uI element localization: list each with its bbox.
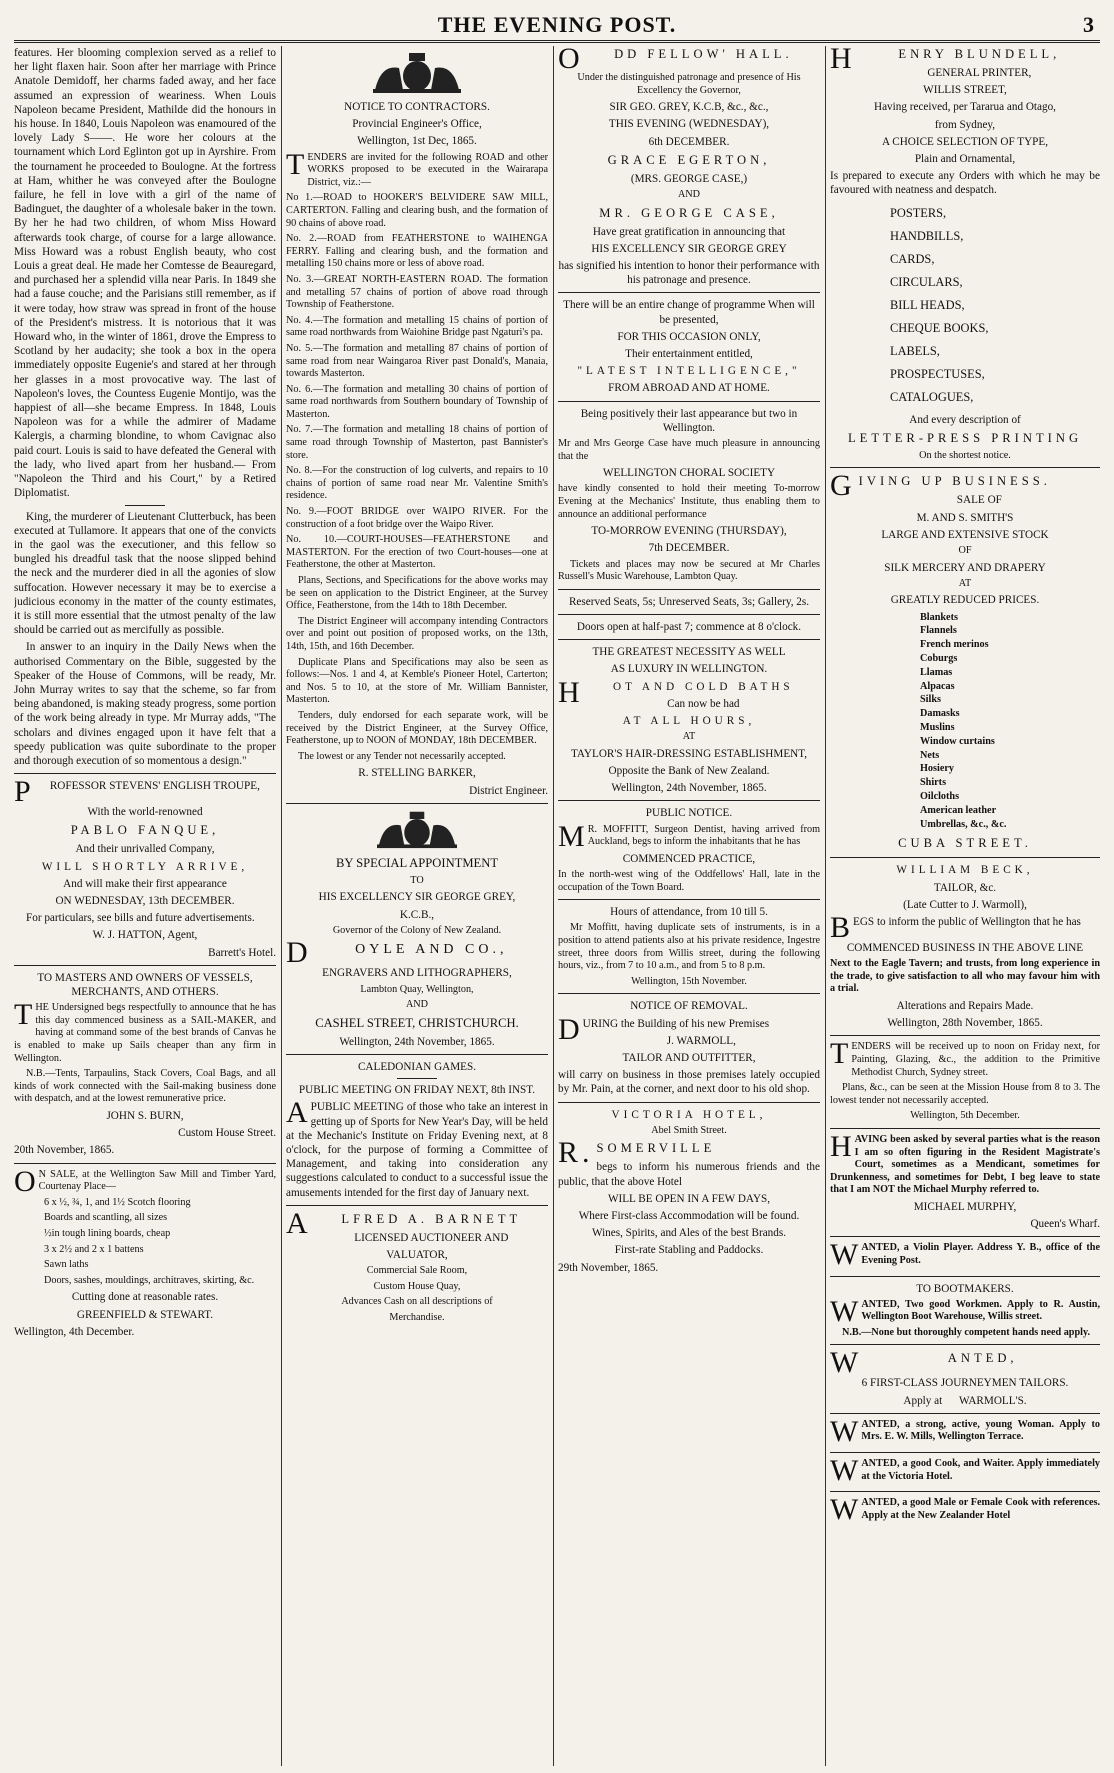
- drop-cap: A: [286, 1206, 312, 1240]
- divider: [125, 505, 165, 506]
- divider: [830, 1491, 1100, 1492]
- ad-doyle-engravers: [286, 855, 548, 1049]
- ad-line: AT ALL HOURS,: [622, 715, 756, 728]
- ad-line: Merchandise.: [389, 1311, 445, 1323]
- ad-date: Wellington, 1st Dec, 1865.: [357, 135, 477, 148]
- ad-line: K.C.B.,: [399, 908, 435, 921]
- list-item: 3 x 2½ and 2 x 1 battens: [44, 1243, 144, 1255]
- ad-body: Mr Moffitt, having duplicate sets of instruments, is in a position to attend patients also at his private residence, Ingestre street, three doors from Willis street, during the following hours, viz., from 7 to 10 a.m., and from 5 to 8 p.m.: [558, 922, 820, 972]
- ad-body: The lowest or any Tender not necessarily accepted.: [298, 750, 506, 762]
- list-item: Umbrellas, &c., &c.: [920, 818, 1007, 830]
- ad-line: GREATLY REDUCED PRICES.: [890, 594, 1040, 607]
- royal-crest-icon: [371, 809, 463, 849]
- ad-line: (MRS. GEORGE CASE,): [630, 172, 748, 185]
- drop-cap: T: [14, 998, 33, 1032]
- ad-line: And their unrivalled Company,: [75, 843, 215, 856]
- ad-line: OF: [958, 545, 972, 557]
- ad-dentist-moffitt: [558, 806, 820, 988]
- ad-line: LARGE AND EXTENSIVE STOCK: [881, 528, 1049, 541]
- list-item: French merinos: [920, 639, 989, 651]
- ad-signature: District Engineer.: [469, 784, 548, 797]
- list-item: HANDBILLS,: [890, 228, 964, 243]
- ad-body: ANTED, a Violin Player. Address Y. B., office of the Evening Post.: [861, 1242, 1100, 1266]
- drop-cap: R.: [558, 1136, 594, 1170]
- list-item: Boards and scantling, all sizes: [44, 1212, 168, 1224]
- article-bible-commentary: In answer to an inquiry in the Daily News when the authorised Commentary on the Bible, suggested by the Speaker of the House of Commons, will be ready, Mr. John Murray writes to say that the scheme, so far from being abandoned, is making steady progress, some portion of the work being already in type. Mr Murray adds, "The scholars and divines engaged upon it have felt that a speedy publication was quite subordinate to the proper and thorough execution of so momentous a design.": [14, 641, 276, 767]
- ad-line: FOR THIS OCCASION ONLY,: [617, 330, 761, 343]
- ad-line: SIR GEO. GREY, K.C.B, &c., &c.,: [609, 101, 769, 114]
- ad-line: VALUATOR,: [386, 1248, 448, 1261]
- ad-heading: BY SPECIAL APPOINTMENT: [335, 855, 499, 870]
- drop-cap: W: [830, 1414, 859, 1448]
- ad-line: Reserved Seats, 5s; Unreserved Seats, 3s; Gallery, 2s.: [568, 595, 810, 608]
- ad-date: Wellington, 24th November, 1865.: [611, 782, 767, 795]
- ad-signature: W. J. HATTON, Agent,: [92, 929, 198, 942]
- drop-cap: H: [830, 46, 856, 75]
- drop-cap: O: [14, 1164, 36, 1198]
- column-4: [830, 46, 1100, 1766]
- ad-line: HIS EXCELLENCY SIR GEORGE GREY,: [318, 891, 516, 904]
- ad-heading: TO BOOTMAKERS.: [916, 1282, 1014, 1295]
- ad-body: HE Undersigned begs respectfully to announce that he has this day commenced business as a SAIL-MAKER, and having at command some of the best brands of Canvas he is enabled to make up Sails cheaper than any firm in Wellington.: [14, 1002, 276, 1064]
- ad-line: SILK MERCERY AND DRAPERY: [884, 561, 1046, 574]
- ad-body: EGS to inform the public of Wellington that he has: [853, 915, 1081, 928]
- ad-line: SALE OF: [956, 494, 1002, 507]
- list-item: Oilcloths: [920, 790, 960, 802]
- divider: [14, 773, 276, 774]
- ad-line: COMMENCED PRACTICE,: [622, 852, 756, 865]
- divider: [830, 1452, 1100, 1453]
- ad-body: Plans, Sections, and Specifications for the above works may be seen on application to the District Engineer, at the Survey Office, Featherstone, from the 14th to 18th December.: [286, 575, 548, 612]
- ad-body: Plans, &c., can be seen at the Mission House from 8 to 3. The lowest tender not necessarily accepted.: [830, 1082, 1100, 1106]
- divider: [830, 1236, 1100, 1237]
- list-item: Doors, sashes, mouldings, architraves, skirting, &c.: [44, 1274, 255, 1286]
- ad-caledonian-games: [286, 1060, 548, 1200]
- list-item: Muslins: [920, 722, 955, 733]
- ad-line: A CHOICE SELECTION OF TYPE,: [881, 135, 1049, 148]
- ad-line: GRACE EGERTON,: [607, 152, 771, 167]
- ad-note: N.B.—None but thoroughly competent hands need apply.: [842, 1326, 1091, 1338]
- ad-line: There will be an entire change of programme When will be presented,: [563, 299, 815, 326]
- column-divider: [825, 46, 826, 1766]
- ad-notice-to-contractors: [286, 100, 548, 798]
- list-item: Blankets: [920, 611, 958, 623]
- ad-line: Lambton Quay, Wellington,: [360, 983, 474, 995]
- ad-william-beck: [830, 863, 1100, 1030]
- list-item: Silks: [920, 694, 941, 706]
- divider: [558, 614, 820, 615]
- drop-cap: H: [558, 675, 584, 709]
- ad-blundell-printer: [830, 46, 1100, 462]
- divider: [558, 639, 820, 640]
- ad-line: 6th DECEMBER.: [648, 135, 730, 148]
- list-item: Damasks: [920, 708, 960, 720]
- ad-line: Custom House Quay,: [373, 1280, 461, 1292]
- ad-body: URING the Building of his new Premises: [582, 1017, 770, 1030]
- ad-date: 29th November, 1865.: [558, 1261, 659, 1274]
- drop-cap: T: [286, 147, 305, 181]
- ad-name: SOMERVILLE: [596, 1141, 716, 1156]
- ad-heading: CALEDONIAN GAMES.: [357, 1060, 477, 1073]
- ad-body: For particulars, see bills and future advertisements.: [26, 912, 255, 925]
- ad-line: AT: [958, 577, 972, 589]
- ad-line: Hours of attendance, from 10 till 5.: [610, 906, 768, 919]
- list-item: POSTERS,: [890, 205, 947, 220]
- divider: [286, 1054, 548, 1055]
- list-item: 6 x ½, ¾, 1, and 1½ Scotch flooring: [44, 1196, 191, 1208]
- ad-line: WILL BE OPEN IN A FEW DAYS,: [607, 1192, 771, 1205]
- divider: [397, 1078, 437, 1079]
- ad-body: ANTED, Two good Workmen. Apply to R. Austin, Wellington Boot Warehouse, Willis street.: [861, 1298, 1100, 1323]
- tender-item: No. 5.—The formation and metalling 87 chains of portion of same road from near Waingaroa River past Donald's, Manaia, towards Masterton.: [286, 342, 548, 380]
- divider: [14, 1163, 276, 1164]
- ad-line: MR. GEORGE CASE,: [599, 205, 779, 220]
- drop-cap: W: [830, 1294, 859, 1328]
- divider: [830, 467, 1100, 468]
- ad-headline: ROFESSOR STEVENS' ENGLISH TROUPE,: [49, 780, 260, 793]
- ad-line: Their entertainment entitled,: [625, 348, 753, 361]
- ad-line: WILL SHORTLY ARRIVE,: [41, 860, 249, 873]
- ad-line: TAYLOR'S HAIR-DRESSING ESTABLISHMENT,: [570, 747, 808, 760]
- list-item: CARDS,: [890, 251, 935, 266]
- drop-cap: W: [830, 1346, 863, 1380]
- ad-line: TO-MORROW EVENING (THURSDAY),: [591, 525, 787, 538]
- drop-cap: O: [558, 46, 584, 75]
- divider: [558, 589, 820, 590]
- ad-heading: PUBLIC NOTICE.: [645, 807, 733, 820]
- tender-item: No. 2.—ROAD from FEATHERSTONE to WAIHENGA FERRY. Falling and clearing bush, and the formation and metalling 150 chains more or less of above road.: [286, 233, 548, 270]
- list-item: Window curtains: [920, 735, 995, 747]
- ad-michael-murphy: [830, 1129, 1100, 1231]
- ad-body: ENDERS will be received up to noon on Friday next, for Painting, Glazing, &c., the addition to the Primitive Methodist Church, Sydney street.: [851, 1041, 1100, 1078]
- ad-line: Commercial Sale Room,: [366, 1265, 468, 1277]
- tender-item: No. 6.—The formation and metalling 30 chains of portion of same road northwards from Southern boundary of Township of Masterton.: [286, 383, 548, 420]
- ad-line: CUBA STREET.: [898, 836, 1032, 851]
- ad-date: Wellington, 15th November.: [631, 975, 747, 987]
- ad-line: (Late Cutter to J. Warmoll),: [903, 898, 1027, 911]
- divider: [558, 401, 820, 402]
- list-item: Coburgs: [920, 653, 958, 665]
- ad-line: ON WEDNESDAY, 13th DECEMBER.: [55, 894, 235, 907]
- ad-victoria-hotel: [558, 1108, 820, 1275]
- list-item: CIRCULARS,: [890, 274, 963, 289]
- ad-line: On the shortest notice.: [919, 449, 1011, 461]
- divider: [558, 292, 820, 293]
- ad-line: FROM ABROAD AND AT HOME.: [608, 382, 770, 395]
- divider: [830, 1413, 1100, 1414]
- list-item: BILL HEADS,: [890, 297, 965, 312]
- ad-line: Being positively their last appearance but two in Wellington.: [580, 407, 798, 434]
- list-item: Alpacas: [920, 680, 955, 692]
- tender-item: No 1.—ROAD to HOOKER'S BELVIDERE SAW MILL, CARTERTON. Falling and clearing bush, and the formation of 90 chains of above road.: [286, 192, 548, 229]
- drop-cap: P: [14, 775, 31, 809]
- drop-cap: M: [558, 819, 585, 853]
- ad-body: ANTED, a good Male or Female Cook with references. Apply at the New Zealander Hotel: [861, 1497, 1100, 1521]
- ad-hot-cold-baths: [558, 645, 820, 795]
- ad-body: will carry on business in those premises lately occupied by Mr. Pain, at the corner, and next door to his old shop.: [558, 1069, 820, 1096]
- ad-body: AVING been asked by several parties what is the reason I am so often figuring in the Resident Magistrate's Court, sometimes as a Mendicant, sometimes for Drunkenness, and sometimes for Debt, I beg leave to state that I am NOT the Michael Murphy referred to.: [830, 1133, 1100, 1196]
- ad-line: Apply at: [903, 1394, 943, 1407]
- ad-line: AT: [682, 731, 696, 743]
- ad-line: TO: [410, 874, 424, 886]
- divider: [14, 965, 276, 966]
- ad-line: Have great gratification in announcing that: [592, 225, 786, 238]
- tender-item: No. 8.—For the construction of log culverts, and repairs to 10 chains of portion of same road near Mr. Valentine Smith's residence.: [286, 465, 548, 502]
- drop-cap: A: [286, 1096, 308, 1130]
- list-item: Hosiery: [920, 763, 954, 775]
- ad-violin-player: [830, 1238, 1100, 1272]
- ad-line: from Sydney,: [934, 118, 996, 131]
- ad-smith-drapery: [830, 469, 1100, 852]
- ad-signature: Barrett's Hotel.: [208, 946, 276, 959]
- ad-heading: WILLIAM BECK,: [896, 864, 1034, 877]
- ad-bootmakers: [830, 1282, 1100, 1340]
- tender-item: No. 7.—The formation and metalling 18 chains of portion of same road through Township of Masterton, past Bannister's store.: [286, 424, 548, 461]
- ad-signature: R. STELLING BARKER,: [358, 767, 476, 780]
- printing-services-list: [890, 202, 1100, 409]
- ad-signature: Custom House Street.: [178, 1127, 276, 1140]
- drop-cap: W: [830, 1238, 859, 1272]
- column-divider: [281, 46, 282, 1766]
- divider: [558, 899, 820, 900]
- article-king-execution: King, the murderer of Lieutenant Clutterbuck, has been executed at Tullamore. It appears that one of the convicts in the gaol was the executioner, and this fellow so bungled his dreadful task that the noose slipped behind the neck and the murderer died in all the agonies of slow suffocation. However necessary it may be to exercise a judicious economy in the matter of the county estimates, it is still more essential that the utmost penalty of the law should be carried out as mercifully as possible.: [14, 510, 276, 637]
- tender-item: No. 9.—FOOT BRIDGE over WAIPO RIVER. For the construction of a foot bridge over the Waipo River.: [286, 506, 548, 530]
- ad-name: IVING UP BUSINESS.: [858, 474, 1051, 489]
- ad-line: Mr and Mrs George Case have much pleasure in announcing that the: [558, 438, 820, 462]
- ad-line: Plain and Ornamental,: [914, 153, 1016, 166]
- ad-body: PUBLIC MEETING of those who take an interest in getting up of Sports for New Year's Day, will be held at the Mechanic's Institute on Friday Evening next, at 8 o'clock, for the purpose of forming a Committee of Management, and taking into consideration any suggestions calculated to conduct to a successful issue the amusements intended for the first day of January next.: [286, 1101, 548, 1199]
- ad-line: WILLIS STREET,: [923, 84, 1007, 97]
- ad-heading: NOTICE OF REMOVAL.: [630, 1000, 748, 1013]
- ad-line: Tickets and places may now be secured at Mr Charles Russell's Music Warehouse, Lambton Quay.: [558, 558, 820, 583]
- ad-line: WELLINGTON CHORAL SOCIETY: [602, 467, 776, 480]
- ad-body: The District Engineer will accompany intending Contractors over and point out position of proposed works, on the 13th, 14th, 15th, and 16th December.: [286, 615, 548, 652]
- ad-body: ANTED, a strong, active, young Woman. Apply to Mrs. E. W. Mills, Wellington Terrace.: [861, 1418, 1100, 1443]
- article-napoleon: features. Her blooming complexion served as a relief to her light flaxen hair. Soon after her marriage with Prince Anatole Demidoff, her charms faded away, and her face assumed an expression of weariness. When Louis Napoleon became President, Mathilde did the honours in his house. In 1840, Louis Napoleon was enamoured of the lovely Lady S——. He wore her colours at the tournament which Lord Eglinton got up in Ayrshire. From the tournament he proceeded to Boulogne. At the fortress at Ham, whither he was conveyed after the Boulogne failure, he fell in love with a girl of the name of Badinguet, the daughter of a wholesale baker in the town. By her he had two children, of whom Miss Howard afterwards took charge, of course for a large allowance. Miss Howard was a robust English beauty, who cost Louis a great deal. He made her Comtesse de Beauregard, and purchased her a splendid villa near Paris. In 1849 she had a fause couche; and the Parisians still remember, as if it were today, how straw was spread in front of the house of the President's mistress. It is notorious that it was Howard who, in the winter of 1861, drove the Empress to Scotland by her audacity; she took a box in the opera immediately opposite Eugenie's and stared at her through her glasses in a most provocative way. The last of Napoleon's loves, the Countess Eugenie Montijo, was the happiest of all—she became Empress. In 1848, Louis Napoleon was for a while the admirer of Madame Kalergis, a charming blondine, to whom Cavignac also paid court. Louis is said to have defeated the General with the lady, who lived apart from her husband.— From "Napoleon the Third and his Court," by a Retired Diplomatist.: [14, 47, 276, 500]
- ad-name: OT AND COLD BATHS: [613, 680, 794, 693]
- divider: [558, 800, 820, 801]
- drop-cap: D: [558, 1012, 580, 1046]
- ad-name: ENRY BLUNDELL,: [898, 47, 1061, 61]
- ad-journeymen-tailors: [830, 1346, 1100, 1407]
- ad-line: With the world-renowned: [87, 806, 203, 819]
- divider: [286, 803, 548, 804]
- divider: [286, 1205, 548, 1206]
- ad-line: CASHEL STREET, CHRISTCHURCH.: [315, 1015, 519, 1030]
- ad-cook-waiter: [830, 1454, 1100, 1488]
- column-2: [286, 46, 548, 1766]
- ad-note: Cutting done at reasonable rates.: [71, 1291, 219, 1304]
- newspaper-title: THE EVENING POST.: [437, 12, 677, 37]
- list-item: Sawn laths: [44, 1259, 89, 1271]
- ad-line: Governor of the Colony of New Zealand.: [332, 924, 502, 936]
- ad-line: ENGRAVERS AND LITHOGRAPHERS,: [322, 967, 512, 980]
- ad-line: J. WARMOLL,: [666, 1034, 736, 1047]
- list-item: ½in tough lining boards, cheap: [44, 1227, 171, 1239]
- ad-barnett-auctioneer: [286, 1206, 548, 1325]
- ad-line: GENERAL PRINTER,: [927, 67, 1032, 79]
- ad-line: COMMENCED BUSINESS IN THE ABOVE LINE: [846, 941, 1084, 954]
- list-item: Shirts: [920, 777, 947, 789]
- ad-signature: MICHAEL MURPHY,: [913, 1200, 1017, 1213]
- drop-cap: H: [830, 1129, 852, 1163]
- ad-line: PABLO FANQUE,: [70, 823, 220, 838]
- list-item: CATALOGUES,: [890, 389, 974, 404]
- ad-line: AND: [677, 189, 701, 200]
- ad-sail-maker: [14, 971, 276, 1158]
- ad-line: HIS EXCELLENCY SIR GEORGE GREY: [591, 242, 787, 255]
- column-1: [14, 46, 276, 1766]
- ad-body: Tenders, duly endorsed for each separate work, will be received by the District Engineer, at the Survey Office, Featherstone, up to NOON of MONDAY, 18th DECEMBER.: [286, 709, 548, 747]
- ad-body: ANTED, a good Cook, and Waiter. Apply immediately at the Victoria Hotel.: [861, 1458, 1100, 1482]
- ad-heading: THE GREATEST NECESSITY AS WELL: [592, 646, 786, 659]
- list-item: Llamas: [920, 666, 953, 678]
- ad-line: Opposite the Bank of New Zealand.: [608, 765, 770, 778]
- ad-line: LICENSED AUCTIONEER AND: [354, 1231, 509, 1244]
- goods-list: [920, 611, 1100, 832]
- ad-line: THIS EVENING (WEDNESDAY),: [608, 118, 770, 131]
- list-item: American leather: [920, 804, 997, 816]
- ad-line: Where First-class Accommodation will be found.: [578, 1210, 800, 1222]
- ad-note: N.B.—Tents, Tarpaulins, Stack Covers, Coal Bags, and all kinds of work connected with the Sail-making business done with despatch, and at the lowest remunerative price.: [14, 1068, 276, 1105]
- ad-signature: Queen's Wharf.: [1030, 1218, 1100, 1231]
- ad-signature: GREENFIELD & STEWART.: [76, 1308, 214, 1321]
- list-item: Flannels: [920, 625, 957, 637]
- tender-item: No. 3.—GREAT NORTH-EASTERN ROAD. The formation and metalling 57 chains of portion of above road through Township of Featherstone.: [286, 273, 548, 311]
- divider: [830, 1128, 1100, 1129]
- ad-body: begs to inform his numerous friends and the public, that the above Hotel: [558, 1161, 820, 1188]
- drop-cap: T: [830, 1037, 849, 1071]
- ad-date: Wellington, 28th November, 1865.: [887, 1017, 1043, 1030]
- list-item: Nets: [920, 749, 940, 761]
- ad-saw-mill: [14, 1164, 276, 1339]
- column-3: [558, 46, 820, 1766]
- list-item: PROSPECTUSES,: [890, 366, 985, 381]
- ad-line: Advances Cash on all descriptions of: [341, 1296, 493, 1308]
- ad-line: In the north-west wing of the Oddfellows' Hall, late in the occupation of the Town Board.: [558, 869, 820, 893]
- ad-line: has signified his intention to honor their performance with his patronage and presence.: [558, 260, 820, 287]
- ad-line: And every description of: [909, 413, 1021, 426]
- ad-oddfellows-hall: [558, 46, 820, 634]
- divider: [830, 857, 1100, 858]
- ad-line: Alterations and Repairs Made.: [896, 999, 1034, 1012]
- ad-line: AND: [405, 999, 429, 1011]
- ad-line: LETTER-PRESS PRINTING: [847, 430, 1083, 445]
- ad-date: 20th November, 1865.: [14, 1144, 115, 1157]
- tender-item: No. 4.—The formation and metalling 15 chains of portion of same road northwards from Waiohine Bridge past Ngaturi's pa.: [286, 314, 548, 339]
- ad-signature: JOHN S. BURN,: [106, 1109, 184, 1122]
- ad-office: Provincial Engineer's Office,: [352, 118, 482, 131]
- ad-line: Under the distinguished patronage and presence of His Excellency the Governor,: [577, 72, 801, 96]
- ad-line: M. AND S. SMITH'S: [916, 511, 1014, 524]
- ad-line: WARMOLL'S.: [959, 1394, 1027, 1407]
- ad-body: Duplicate Plans and Specifications may also be seen as follows:—Nos. 1 and 4, at Kemble's Pioneer Hotel, Carterton; and Nos. 5 to 10, at the store of Mr. William Bannister, Masterton.: [286, 656, 548, 706]
- ad-methodist-tenders: [830, 1037, 1100, 1123]
- ad-body: Is prepared to execute any Orders with which he may be favoured with neatness and despatch.: [830, 170, 1100, 197]
- drop-cap: B: [830, 910, 851, 944]
- ad-date: Wellington, 5th December.: [910, 1110, 1020, 1122]
- drop-cap: D: [286, 936, 312, 970]
- ad-young-woman: [830, 1414, 1100, 1448]
- ad-line: TAILOR AND OUTFITTER,: [622, 1051, 756, 1064]
- ad-line: Wines, Spirits, and Ales of the best Brands.: [591, 1227, 787, 1240]
- ad-heading: TO MASTERS AND OWNERS OF VESSELS, MERCHANTS, AND OTHERS.: [37, 971, 253, 998]
- drop-cap: W: [830, 1454, 859, 1488]
- ad-heading: DD FELLOW' HALL.: [614, 47, 793, 61]
- ad-heading: VICTORIA HOTEL,: [611, 1108, 767, 1121]
- ad-date: Wellington, 4th December.: [14, 1325, 135, 1338]
- ad-line: TAILOR, &c.: [933, 881, 997, 894]
- ad-warmoll-removal: [558, 999, 820, 1096]
- drop-cap: W: [830, 1493, 859, 1527]
- ad-heading: ANTED,: [947, 1351, 1018, 1366]
- ad-heading: AS LUXURY IN WELLINGTON.: [610, 663, 768, 676]
- ad-body: Next to the Eagle Tavern; and trusts, from long experience in the trade, to give satisfaction to all who may favour him with a trial.: [830, 958, 1100, 995]
- ad-line: "LATEST INTELLIGENCE,": [577, 365, 801, 378]
- divider: [830, 1344, 1100, 1345]
- ad-line: Having received, per Tararua and Otago,: [874, 101, 1056, 114]
- tender-item: No. 10.—COURT-HOUSES—FEATHERSTONE and MASTERTON. For the erection of two Court-houses—one at Featherstone, the other at Masterton.: [286, 534, 548, 571]
- ad-stevens-troupe: [14, 775, 276, 960]
- ad-line: have kindly consented to hold their meeting To-morrow Evening at the Mechanics' Institute, thus enabling them to announce an additional performance: [558, 483, 820, 520]
- ad-line: 7th DECEMBER.: [648, 542, 730, 555]
- ad-heading: NOTICE TO CONTRACTORS.: [344, 101, 490, 113]
- masthead: [14, 6, 1100, 43]
- column-divider: [553, 46, 554, 1766]
- divider: [558, 1102, 820, 1103]
- list-item: LABELS,: [890, 343, 940, 358]
- ad-name: OYLE AND CO.,: [355, 942, 508, 958]
- divider: [830, 1035, 1100, 1036]
- list-item: CHEQUE BOOKS,: [890, 320, 989, 335]
- royal-crest-icon: [371, 50, 463, 94]
- ad-line: 6 FIRST-CLASS JOURNEYMEN TAILORS.: [861, 1377, 1069, 1390]
- divider: [830, 1276, 1100, 1277]
- page-number: 3: [1083, 12, 1094, 37]
- ad-line: Can now be had: [667, 697, 740, 710]
- drop-cap: G: [830, 469, 856, 503]
- ad-line: And will make their first appearance: [63, 877, 227, 890]
- ad-line: Abel Smith Street.: [651, 1124, 727, 1136]
- ad-new-zealander-cook: [830, 1493, 1100, 1527]
- ad-date: Wellington, 24th November, 1865.: [339, 1035, 495, 1048]
- ad-name: LFRED A. BARNETT: [341, 1211, 522, 1226]
- divider: [558, 993, 820, 994]
- ad-body: R. MOFFITT, Surgeon Dentist, having arrived from Auckland, begs to inform the inhabitants that he has: [587, 823, 820, 848]
- ad-body: N SALE, at the Wellington Saw Mill and Timber Yard, Courtenay Place—: [38, 1168, 276, 1193]
- ad-line: First-rate Stabling and Paddocks.: [614, 1244, 764, 1257]
- ad-body: ENDERS are invited for the following ROAD and other WORKS proposed to be executed in the Wairarapa District, viz.:—: [307, 151, 548, 188]
- ad-subheading: PUBLIC MEETING ON FRIDAY NEXT, 8th INST.: [298, 1084, 536, 1097]
- ad-line: Doors open at half-past 7; commence at 8 o'clock.: [576, 621, 802, 633]
